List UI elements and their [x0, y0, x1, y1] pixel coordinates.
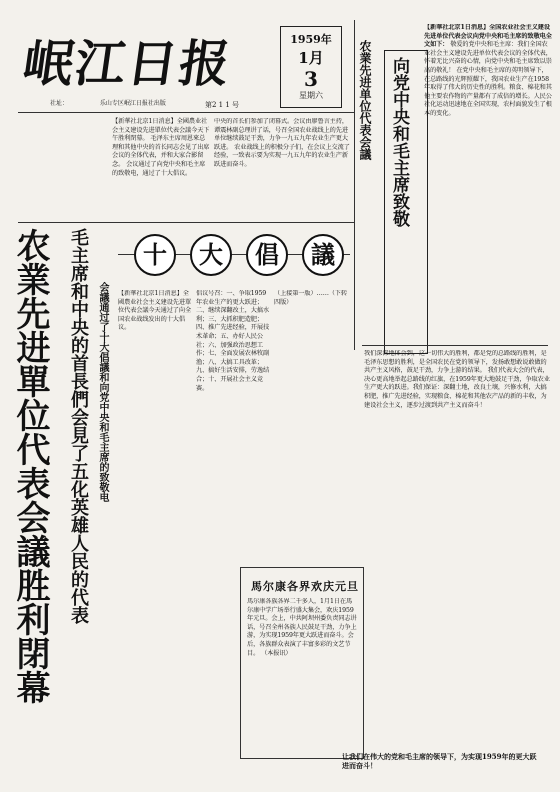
main-banner-headline: 农業先进單位代表会議胜利閉幕: [10, 228, 50, 704]
maerkang-title: 馬尔康各界欢庆元旦: [251, 580, 359, 593]
date-block: [280, 26, 342, 108]
article-top-para-5: 农业战线上的积极分子们，在会议上交流了经验，一致表示要为实现一九五九年的农业生产新跃进而奋斗。: [214, 143, 350, 168]
date-day: 3: [304, 67, 318, 91]
article-mid-para-3: （上接第一版）……（下转四版）: [274, 290, 348, 306]
article-right-bottom: [364, 350, 552, 746]
article-mid-para-2: 倡议号召：一、争取1959年农业生产的更大跃进；二、继续深翻改土，大搞水利；三、大抓积肥造肥；四、推广先进经验，开展技术革命；五、办好人民公社；六、加强政治思想工作；七、全面发展农林牧副渔；八、大搞工具改革；九、搞好生活安排，劳逸结合；十、开展社会主义竞赛。: [196, 290, 270, 392]
article-top-col-2: [214, 118, 352, 218]
date-month: 1月: [298, 49, 324, 67]
section-rule: [18, 222, 354, 223]
masthead-rule: [18, 112, 354, 113]
footer-note: 让我们在伟大的党和毛主席的领导下，为实现1959年的更大跃进而奋斗！: [342, 752, 537, 770]
masthead-title: 岷江日报: [19, 35, 236, 93]
article-mid-para-1: 【新華社北京1日消息】全國農业社会主义建设先进單位代表会議今天通过了向全国农业战线发出的十大倡议。: [118, 290, 192, 332]
maerkang-body: 馬尔康各族各界二千多人，1月1日在馬尔康中学广场举行盛大集会，欢庆1959年元旦。会上，中共阿坝州委负责同志讲话，号召全州各族人民鼓足干劲，力争上游，为实现1959年更大跃进而奋斗。会后，各族群众表演了丰富多彩的文艺节目。: [247, 598, 357, 657]
article-right-para-1: 【新華社北京1日消息】全国农业社会主义建设先进单位代表会议向党中央和毛主席的致敬电全文如下：: [424, 24, 552, 49]
maerkang-footer: （本报讯）: [261, 649, 292, 657]
article-right-top: [424, 24, 552, 344]
ten-proposals-header: [118, 228, 350, 282]
right-headline-2: 向党中央和毛主席致敬: [389, 57, 409, 227]
column-divider: [354, 20, 355, 350]
sub-headline-small: 会議通过了十大倡議和向党中央和毛主席的致敬电: [97, 282, 108, 502]
proposal-char-4: 議: [302, 234, 344, 276]
article-top-para-2: 毛泽东主席周恩來总理和其他中央的首长同志会见了出席会议的全体代表，并和大家合影留念。: [112, 135, 210, 168]
right-section-rule: [362, 345, 548, 346]
right-headline-1: 农業先进单位代表会議: [358, 40, 372, 160]
proposal-char-3: 倡: [246, 234, 288, 276]
sub-headline: 毛主席和中央的首長們会見了五化英雄人民的代表: [68, 228, 89, 624]
issue-number: 第2 1 1 号: [205, 101, 240, 109]
article-top-col-1: [112, 118, 210, 218]
article-right-para-3: 在党中央和毛主席的英明领导下，在总路线的光辉照耀下，我国农业生产在1958年取得了伟大的历史性的胜利。粮食、棉花和其他主要农作物的产量都有了成倍的增长。人民公社化运动迅速地在全国实现，农村面貌发生了根本的变化。: [424, 66, 552, 117]
article-mid-col-3: [274, 290, 352, 560]
masthead: [19, 18, 260, 93]
article-right-para-2: 敬爱的党中央和毛主席：我们全国农业社会主义建设先进单位代表会议的全体代表，怀着无比兴奋的心情，向党中央和毛主席致以崇高的敬礼！: [424, 41, 552, 74]
publisher-line: 社址： 乐山专区岷江日报社出版: [50, 100, 166, 107]
article-mid-col-2: [196, 290, 270, 560]
article-top-para-1: 【新華社北京1日消息】全國農业社会主义建设先进單位代表会議今天下午胜利閉幕。: [112, 118, 210, 143]
right-headline-1-box: [358, 40, 386, 220]
article-right-para-4: 我们深深地体会到，这一切伟大的胜利，都是党的总路线的胜利，是毛泽东思想的胜利，是全国农民在党的领导下，发扬敢想敢说敢做的共产主义风格，鼓足干劲，力争上游的结果。: [364, 350, 547, 375]
date-weekday: 星期六: [299, 91, 323, 100]
proposal-char-1: 十: [134, 234, 176, 276]
article-mid-col-1: [118, 290, 192, 760]
right-headline-2-box: [384, 50, 428, 354]
article-right-para-5: 我们代表大会的代表，决心更高地举起总路线的红旗，在1959年更大地鼓足干劲，争取农业生产更大的跃进。我们保证：深翻土地，改良土壤，兴修水利，大搞积肥，推广先进经验，实现粮食、棉花和其他农产品的新的丰收，为建设社会主义，逐步过渡到共产主义而奋斗！: [364, 367, 550, 409]
proposal-char-2: 大: [190, 234, 232, 276]
maerkang-news-box: [240, 567, 364, 759]
article-top-para-3: 会议通过了向党中央和毛主席的致敬电，通过了十大倡议。: [112, 160, 206, 177]
maerkang-text: [247, 598, 357, 748]
date-year: 1959年: [290, 33, 332, 46]
article-top-para-4: 中央的首长们参加了闭幕式。会议由廖鲁言主持，谭震林副总理讲了话，号召全国农业战线上的先进单位继续鼓足干劲，力争一九五九年农业生产更大跃进。: [214, 118, 348, 151]
